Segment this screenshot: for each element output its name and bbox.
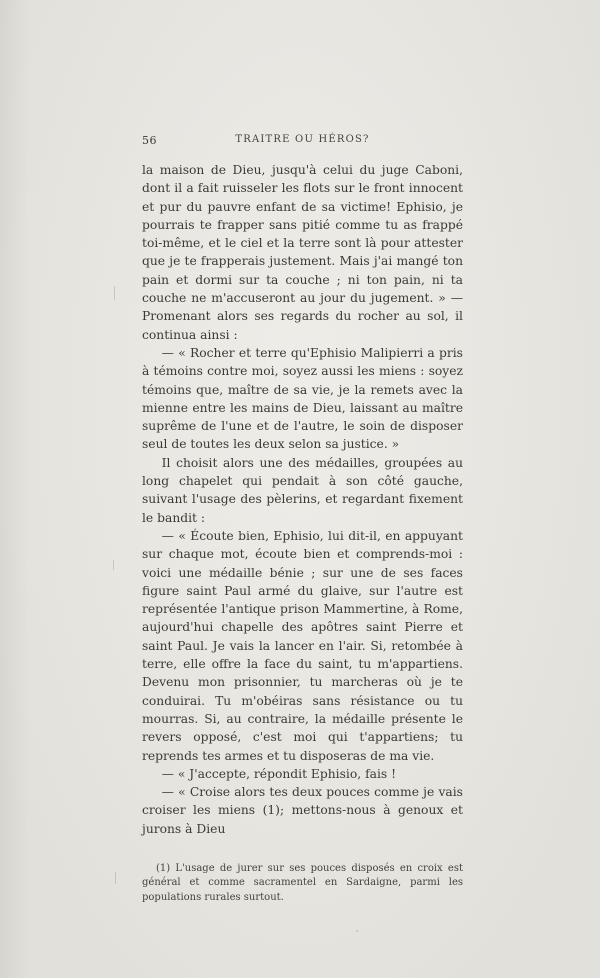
scan-artifact (356, 930, 358, 932)
running-head (142, 134, 463, 152)
paragraph-dialogue: — « J'accepte, répondit Ephisio, fais ! (161, 766, 397, 781)
paragraph-dialogue: — « Rocher et terre qu'Ephisio Malipierri a pris à témoins contre moi, soyez aussi les miens : soyez témoins que, maître de sa vie, je la remets avec la mienne entre les mains de Dieu, laissant au maître suprême de l'une et de l'autre, le soin de disposer seul de toutes les deux selon sa justice. » (142, 345, 463, 452)
page-content (142, 134, 463, 905)
scan-artifact (114, 286, 115, 300)
scan-artifact (115, 872, 116, 884)
page-body (142, 161, 463, 838)
scan-artifact (113, 560, 114, 570)
paragraph-dialogue: — « Écoute bien, Ephisio, lui dit-il, en appuyant sur chaque mot, écoute bien et comprends-moi : voici une médaille bénie ; sur une de ses faces figure saint Paul armé du glaive, sur l'autre est représentée l'antique prison Mammertine, à Rome, aujourd'hui chapelle des apôtres saint Pierre et saint Paul. Je vais la lancer en l'air. Si, retombée à terre, elle offre la face du saint, tu m'appartiens. Devenu mon prisonnier, tu marcheras où je te conduirai. Tu m'obéiras sans résistance ou tu mourras. Si, au contraire, la médaille présente le revers opposé, c'est moi qui t'appartiens; tu reprends tes armes et tu disposeras de ma vie. (142, 528, 463, 763)
page-number: 56 (142, 134, 157, 147)
paragraph-narration: Il choisit alors une des médailles, groupées au long chapelet qui pendait à son côté gauche, suivant l'usage des pèlerins, et regardant fixement le bandit : (142, 455, 463, 525)
running-header-title: TRAITRE OU HÉROS? (235, 134, 370, 145)
paragraph-dialogue: — « Croise alors tes deux pouces comme je vais croiser les miens (1); mettons-nous à genoux et jurons à Dieu (142, 785, 463, 836)
paragraph-continuation: la maison de Dieu, jusqu'à celui du juge Caboni, dont il a fait ruisseler les flots sur le front innocent et pur du pauvre enfant de sa victime! Ephisio, je pourrais te frapper sans pitié comme tu as frappé toi-même, et le ciel et la terre sont là pour attester que je te frapperais justement. Mais j'ai mangé ton pain et dormi sur ta couche ; ni ton pain, ni ta couche ne m'accuseront au jour du jugement. » — Promenant alors ses regards du rocher au sol, il continua ainsi : (142, 163, 463, 342)
footnote: (1) L'usage de jurer sur ses pouces disposés en croix est général et comme sacramentel en Sardaigne, parmi les populations rurales surtout. (142, 862, 463, 903)
